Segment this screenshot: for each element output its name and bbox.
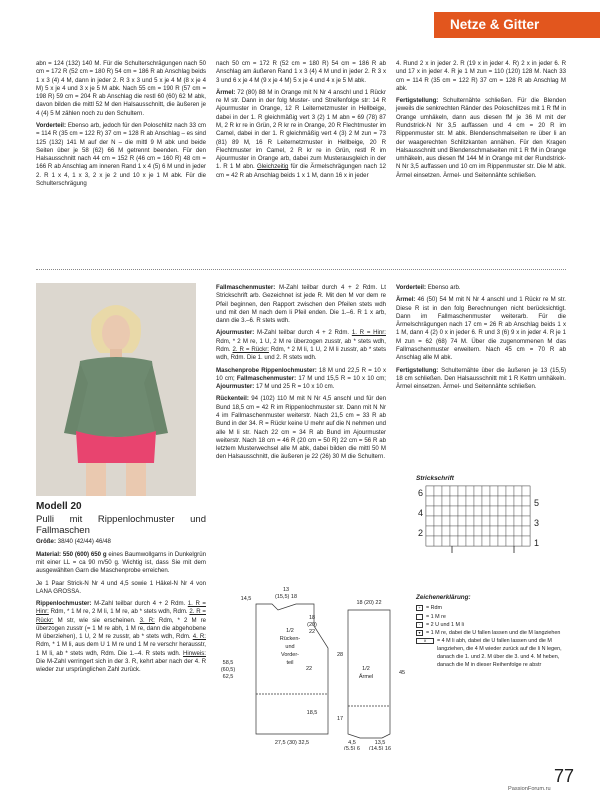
dimension-label: 14,5 <box>240 596 252 602</box>
dimension-label: 22 <box>308 629 316 635</box>
chart-cell <box>450 506 458 516</box>
chart-cell <box>442 486 450 496</box>
heading: Vorderteil: <box>396 284 427 291</box>
chart-cell <box>426 496 434 506</box>
model-photo <box>36 283 196 496</box>
chart-cell <box>482 496 490 506</box>
chart-cell <box>466 516 474 526</box>
chart-cell <box>434 536 442 546</box>
chart-cell <box>434 526 442 536</box>
text: M str, wie sie erscheinen. <box>53 616 140 624</box>
legend <box>416 593 576 669</box>
piece-label: Rücken- <box>279 636 301 642</box>
heading: Rippenlochmuster: <box>36 600 92 608</box>
page-number: 77 <box>554 766 575 786</box>
text: 38/40 (42/44) 46/48 <box>55 538 111 546</box>
knitting-chart <box>416 484 556 554</box>
underlined-text: 2. R = Rückr: <box>36 608 206 624</box>
chart-cell <box>514 536 522 546</box>
chart-cell <box>490 496 498 506</box>
chart-cell <box>442 496 450 506</box>
text: Rdm, * 1 M re, 2 M li, 1 M re, ab * stets wdh, Rdm. <box>48 608 190 616</box>
underlined-text: 4. R: <box>192 633 206 641</box>
chart-title: Strickschrift <box>416 475 454 482</box>
chart-cell <box>426 516 434 526</box>
text: Rdm, * 2 M re überzogen zusstr (= 1 M re abh, 1 M re, dann die abgehobene M überziehen), 1 U, 2 M re zusstr, ab * stets wdh, Rdm. <box>36 616 206 641</box>
chart-cell <box>442 516 450 526</box>
text: 94 (102) 110 M mit N Nr 4,5 anschl und für den Bund 18,5 cm = 42 R im Rippenlochmuster str. Dann mit N Nr 4 im Fallmaschenmuster weiterstr. Nach 21,5 cm = 33 R ab Bund in der 34. R = Rückr keine U mehr auf die N nehmen und alle M li str. Nach 22 cm = 34 R ab Bund im Ajourmuster weiterstr. Nach 18 cm = 46 R (20 cm = 50 R) 22 cm = 56 R ab letztem Musterwechsel alle M abk, dabei bilden die mittl 50 M den Halsausschnitt, die äußeren je 22 (26) 30 M die Schultern. <box>216 395 386 461</box>
dimension-label: 28 <box>336 652 344 658</box>
legend-text: = 1 M re <box>426 613 446 620</box>
chart-cell <box>514 486 522 496</box>
heading: Ärmel: <box>216 88 236 96</box>
needles-paragraph: Je 1 Paar Strick-N Nr 4 und 4,5 sowie 1 Häkel-N Nr 4 von LANA GROSSA. <box>36 579 206 595</box>
mid-column-2 <box>216 284 386 466</box>
heading: Fallmaschenmuster: <box>216 284 276 291</box>
top-column-2 <box>216 60 386 184</box>
paragraph <box>396 367 566 392</box>
yarn-over-icon: · <box>416 622 423 628</box>
chart-cell <box>522 486 530 496</box>
dimension-label: 18 (20) 22 <box>356 600 382 606</box>
chart-cell <box>426 486 434 496</box>
paragraph <box>396 97 566 180</box>
piece-label: teil <box>286 660 294 666</box>
chart-cell <box>434 486 442 496</box>
chart-cell <box>522 526 530 536</box>
text: Rdm, * 2 M li, 1 U, 2 M li zusstr, ab * stets wdh, Rdm. Die 1. und 2. R stets wdh. <box>216 345 386 362</box>
legend-item <box>416 637 576 669</box>
chart-cell <box>490 486 498 496</box>
paragraph <box>216 395 386 461</box>
row-label: 3 <box>534 518 540 528</box>
chart-cell <box>434 506 442 516</box>
model-figure-illustration <box>36 283 196 496</box>
rib-pattern-paragraph <box>36 600 206 675</box>
chart-cell <box>514 496 522 506</box>
sleeve-labels <box>337 600 405 750</box>
text: 17 M und 15,5 R = 10 x 10 cm; <box>296 374 386 382</box>
top-column-1 <box>36 60 206 192</box>
dimension-label: (15,5) 18 <box>274 594 298 600</box>
text: 18 M und 22,5 R = 10 x 10 cm; <box>216 366 386 382</box>
piece-label: und <box>285 644 295 650</box>
chart-cell <box>522 516 530 526</box>
text: 46 (50) 54 M mit N Nr 4 anschl und 1 Rückr re M str. Diese R ist in den folg Berechnungen nicht berücksichtigt. Dann im Fallmaschenmuster weiterarb. Für die Ärmelschrägungen nach 17 cm = 26 R ab Anschlag beids 1 x 1 M, dann 4 (2) 0 x in jeder 6. R und 3 (6) 9 x in jeder 4. R je 1 M zun = 62 (68) 74 M. Über die zugenommenen M das Fallmaschenmuster erweitern. Nach 45 cm = 70 R ab Anschlag alle M abk. <box>396 296 566 362</box>
chart-cell <box>466 486 474 496</box>
legend-text: = 4 M li abh, dabei die U fallen lassen und die M langziehen, die 4 M wieder zurück auf die li N legen, danach die 1. und 2. M über die 3. und 4. M heben, danach die M in dieser Reihenfolge re abstr <box>437 637 562 669</box>
chart-cell <box>482 516 490 526</box>
paragraph <box>396 284 566 292</box>
chart-cell <box>442 526 450 536</box>
model-description <box>36 500 206 679</box>
piece-label: Ärmel <box>358 674 374 680</box>
dimension-label: 58,5 <box>222 660 234 666</box>
piece-label: 1/2 <box>362 666 370 672</box>
watermark-url: PassionForum.ru <box>508 786 551 792</box>
edge-stitch-icon: + <box>416 605 423 611</box>
top-column-3 <box>396 60 566 184</box>
chart-cell <box>426 536 434 546</box>
text: Rdm, * 1 M li, aus dem U 1 M re und 1 M re verschr herausstr, 1 M li, ab * stets wdh, Rdm. Die 1.–4. R stets wdh. <box>36 641 206 657</box>
chart-cell <box>442 506 450 516</box>
chart-cell <box>522 506 530 516</box>
dimension-label: (14,5) 16 <box>368 746 392 750</box>
dimension-label: 45 <box>398 670 406 676</box>
chart-cell <box>434 516 442 526</box>
heading: Ajourmuster: <box>216 329 255 337</box>
legend-item <box>416 629 576 637</box>
text: 72 (80) 88 M in Orange mit N Nr 4 anschl und 1 Rückr re M str. Dann in der folg Muster- und Streifenfolge str: 14 R Ajourmuster in Orange, 12 R Leiternetzmuster in Hellbeige, dabei in der 1. R gleichmäßig vert 3 (2) 1 M abn = 69 (78) 87 M, 2 R kr re in Grün, 2 R kr re in Orange, 20 R Flechtmuster im Camel, dabei in der 1. R gleichmäßig vert 4 (3) 2 M zun = 73 (81) 89 M, 16 R Leiternetzmuster in Hellbeige, 20 R Flechtmuster im Camel, 2 R kr re in Grün, restl R im Ajourmuster in Orange arb, dabei zum Musterausgleich in der 1. R 1 M abn. <box>216 88 386 171</box>
chart-cell <box>506 496 514 506</box>
heading: Ärmel: <box>396 296 416 304</box>
chart-cell <box>490 506 498 516</box>
chart-cell <box>522 536 530 546</box>
underlined-text: 1. R = Hinr: <box>36 600 206 616</box>
paragraph: abn = 124 (132) 140 M. Für die Schulterschrägungen nach 50 cm = 172 R (52 cm = 180 R) 54 cm = 186 R ab Anschlag beids 1 x 3 (4) 4 M, dann in jeder 2. R 3 x 3 und 5 x je 4 M (8 x je 4 M) 5 x je 4 und 3 x je 5 M abk. Nach 55 cm = 190 R (57 cm = 198 R) 59 cm = 204 R ab Anschlag die restl 60 (60) 62 M abk, davon bilden die mittl 52 M den Halsausschnitt, die äußeren je 4 (4) 5 M zählen noch zu den Schultern. <box>36 60 206 117</box>
chart-cell <box>474 526 482 536</box>
text: Schulternähte schließen. Für die Blenden jeweils die senkrechten Ränder des Poloschlitzes mit 1 R fM in Orange umhäkeln, dann aus diesen fM je 36 M mit der Rundstrick-N Nr 3,5 auffassen und 4 cm = 20 R im Rippenmuster str. M abk. Blendenschmalseiten re über li an der waagerechten Schlitzkanten annähen. Für den Kragen Halsausschnitt und Blendenschmalseiten mit 1 R fM in Orange umhäkeln, aus diesen fM 144 M in Orange mit der Rundstrick-N Nr 3,5 auffassen und 10 cm im Rippenmuster str. Die M abk. Ärmel einsetzen. Ärmel- und Seitennähte schließen. <box>396 97 566 179</box>
chart-cell <box>458 526 466 536</box>
chart-cell <box>482 486 490 496</box>
size-line <box>36 538 206 546</box>
text: Rdm, * 2 M re, 1 U, 2 M re überzogen zusstr, ab * stets wdh, Rdm. <box>216 337 386 353</box>
text: eines Baumwollgarns in Dunkelgrün mit einer LL = ca 90 m/50 g. Wichtig ist, dass Sie mit dem ausgewählten Garn die Maschenprobe erreichen. <box>36 550 206 575</box>
chart-cell <box>506 506 514 516</box>
chart-cell <box>458 496 466 506</box>
underlined-text: 1. R = Hinr: <box>351 329 386 337</box>
text: Schulternähte über die äußeren je 13 (15,5) 18 cm schließen. Den Halsausschnitt mit 1 R Kettm umhäkeln. Ärmel einsetzen. Ärmel- und Seitennähte schließen. <box>396 366 566 391</box>
chart-cell <box>498 536 506 546</box>
chart-cell <box>442 536 450 546</box>
row-label: 6 <box>418 488 424 498</box>
chart-cell <box>474 496 482 506</box>
chart-cell <box>450 516 458 526</box>
chart-cell <box>522 496 530 506</box>
model-subtitle: Pulli mit Rippenlochmuster und Fallmaschen <box>36 513 206 536</box>
dimension-label: (20) <box>307 622 317 628</box>
chart-cell <box>482 506 490 516</box>
chart-cell <box>506 486 514 496</box>
chart-cell <box>466 526 474 536</box>
chart-cell <box>458 506 466 516</box>
body-labels <box>221 587 318 746</box>
heading: Vorderteil: <box>36 121 67 129</box>
material-paragraph <box>36 551 206 576</box>
chart-cell <box>426 526 434 536</box>
legend-item <box>416 604 576 612</box>
text: Ebenso arb. <box>426 284 461 291</box>
row-label: 1 <box>534 538 540 548</box>
chart-cell <box>514 516 522 526</box>
dimension-label: 27,5 (30) 32,5 <box>274 740 310 746</box>
chart-cell <box>498 486 506 496</box>
dimension-label: (60,5) <box>220 667 236 673</box>
chart-cell <box>466 536 474 546</box>
chart-cell <box>482 526 490 536</box>
chart-cell <box>474 516 482 526</box>
row-label: 5 <box>534 498 540 508</box>
legend-item <box>416 621 576 629</box>
chart-cell <box>498 516 506 526</box>
chart-cells <box>426 486 530 546</box>
chart-cell <box>458 516 466 526</box>
row-label: 2 <box>418 528 424 538</box>
chart-cell <box>466 506 474 516</box>
paragraph <box>216 367 386 392</box>
piece-label: Vorder- <box>280 652 300 658</box>
text: M-Zahl teilbar durch 4 + 2 Rdm. Lt Strickschrift arb. Gezeichnet ist jede R. Mit den M vor dem re Pfeil beginnen, den Rapport zwischen den Pfeilen stets wdh und mit den M nach dem li Pfeil enden. Die 1.–6. R 1 x arb, dann die 3.–6. R stets wdh. <box>216 284 386 325</box>
paragraph <box>36 122 206 188</box>
section-header: Netze & Gitter <box>434 12 600 38</box>
dimension-label: (5,5) 6 <box>344 746 360 750</box>
row-label: 4 <box>418 508 424 518</box>
chart-cell <box>474 536 482 546</box>
text: für die Ärmelschrägungen nach 12 cm = 42 R ab Anschlag beids 1 x 1 M, dann 16 x in jeder <box>216 163 386 179</box>
chart-cell <box>450 536 458 546</box>
dimension-label: 22 <box>305 666 313 672</box>
cross-stitch-icon: ⨯ <box>416 638 434 644</box>
text: 17 M und 25 R = 10 x 10 cm. <box>254 383 335 391</box>
legend-item <box>416 613 576 621</box>
text: Die M-Zahl verringert sich in der 3. R, kehrt aber nach der 4. R wieder zur ursprünglichen Zahl zurück. <box>36 658 206 674</box>
chart-cell <box>450 486 458 496</box>
chart-cell <box>474 486 482 496</box>
chart-cell <box>514 526 522 536</box>
chart-cell <box>490 526 498 536</box>
underlined-text: Gleichzeitig <box>256 163 289 171</box>
garment-schematics <box>216 586 416 750</box>
chart-arrows <box>452 546 514 553</box>
drop-stitch-icon: ▾ <box>416 630 423 636</box>
heading: Fertigstellung: <box>396 97 439 105</box>
section-divider <box>36 269 566 270</box>
heading: Maschenprobe Rippenlochmuster: <box>216 366 317 374</box>
chart-cell <box>450 496 458 506</box>
heading: Ajourmuster: <box>216 383 255 391</box>
chart-cell <box>514 506 522 516</box>
chart-cell <box>490 536 498 546</box>
chart-cell <box>498 496 506 506</box>
chart-cell <box>498 506 506 516</box>
mid-column-3 <box>396 284 566 395</box>
model-title: Modell 20 <box>36 501 82 512</box>
paragraph: nach 50 cm = 172 R (52 cm = 180 R) 54 cm = 186 R ab Anschlag am äußeren Rand 1 x 3 (4) 4 M und in jeder 2. R 3 x 3 und 6 x je 4 M (9 x je 4 M) 5 x je 4 und 4 x je 5 M abk. <box>216 60 386 84</box>
chart-cell <box>482 536 490 546</box>
legend-text: = Rdm <box>426 605 443 612</box>
chart-cell <box>426 506 434 516</box>
legend-text: = 1 M re, dabei die U fallen lassen und die M langziehen <box>426 629 561 636</box>
chart-cell <box>434 496 442 506</box>
chart-cell <box>450 526 458 536</box>
dimension-label: 4,5 <box>348 740 356 746</box>
paragraph <box>216 89 386 180</box>
dimension-label: 18 <box>308 615 316 621</box>
underlined-text: Hinweis: <box>182 649 206 657</box>
chart-cell <box>458 486 466 496</box>
dimension-label: 18,5 <box>306 710 318 716</box>
chart-cell <box>466 496 474 506</box>
dimension-label: 13,5 <box>374 740 386 746</box>
chart-cell <box>506 526 514 536</box>
underlined-text: 2. R = Rückr: <box>232 345 269 353</box>
heading: Material: 550 (600) 650 g <box>36 550 107 558</box>
piece-label: 1/2 <box>286 628 294 634</box>
text: M-Zahl teilbar durch 4 + 2 Rdm. <box>254 329 352 337</box>
legend-title: Zeichenerklärung: <box>416 594 471 601</box>
chart-cell <box>490 516 498 526</box>
dimension-label: 13 <box>282 587 290 593</box>
chart-cell <box>506 516 514 526</box>
text: M-Zahl teilbar durch 4 + 2 Rdm. <box>91 600 188 608</box>
dimension-label: 17 <box>336 716 344 722</box>
heading: Fertigstellung: <box>396 366 439 374</box>
underlined-text: 3. R: <box>139 616 155 624</box>
heading: Größe: <box>36 538 56 546</box>
paragraph <box>216 329 386 362</box>
knit-stitch-icon <box>416 614 423 620</box>
chart-cell <box>458 536 466 546</box>
heading: Fallmaschenmuster: <box>236 374 297 382</box>
legend-text: = 2 U und 1 M li <box>426 621 464 628</box>
paragraph: 4. Rund 2 x in jeder 2. R (19 x in jeder 4. R) 2 x in jeder 6. R und 17 x in jeder 4. R je 1 M zun = 110 (120) 128 M. Nach 33 cm = 114 R (35 cm = 122 R) 37 cm = 128 R ab Anschlag M abk. <box>396 60 566 92</box>
chart-cell <box>498 526 506 536</box>
text: Ebenso arb, jedoch für den Poloschlitz nach 33 cm = 114 R (35 cm = 122 R) 37 cm = 128 R ab Anschlag – es sind 125 (132) 141 M auf der N – die mittl 9 M abk und beide Seiten über je 58 (62) 66 M getrennt beenden. Für den Halsausschnitt nach 44 cm = 152 R (46 cm = 160 R) 48 cm = 166 R ab Anschlag am inneren Rand 1 x 4 (5) 6 M und in jeder 2. R 1 x 4, 1 x 3, 2 x je 2 und 10 x je 1 M abk. Für die Schulterschrägung <box>36 121 206 187</box>
chart-cell <box>506 536 514 546</box>
paragraph <box>396 296 566 362</box>
heading: Rückenteil: <box>216 395 249 403</box>
chart-cell <box>474 506 482 516</box>
paragraph <box>216 284 386 325</box>
dimension-label: 62,5 <box>222 674 234 680</box>
